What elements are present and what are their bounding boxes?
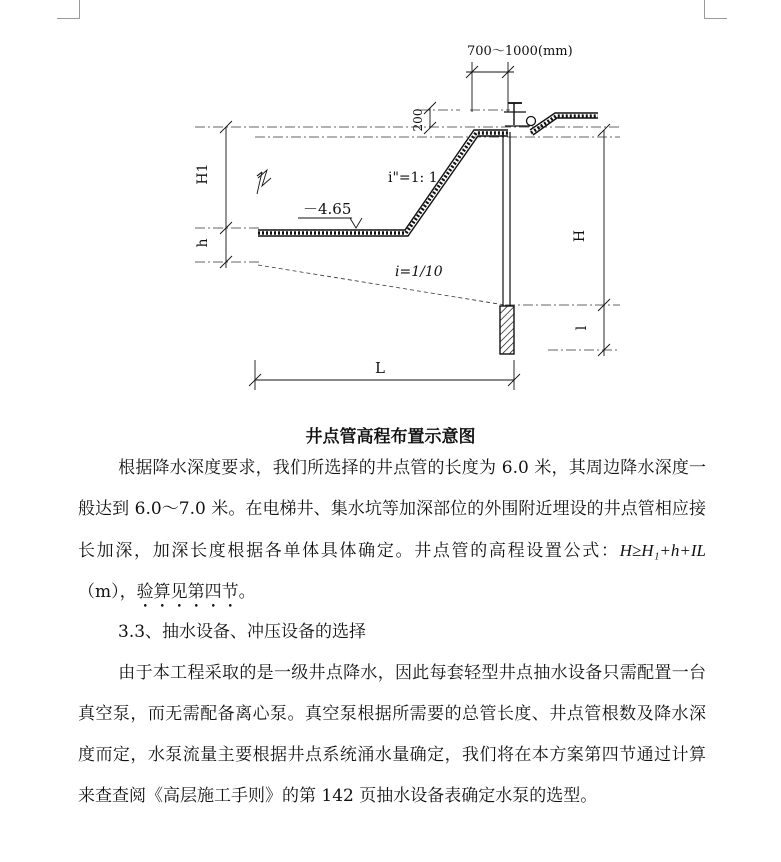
section-heading-3-3: [78, 612, 706, 653]
section-heading-text: 3.3、抽水设备、冲压设备的选择: [118, 622, 367, 642]
label-level: －4.65: [303, 200, 352, 218]
dewatering-line: [258, 265, 505, 305]
label-l-small: l: [574, 325, 590, 331]
wellpoint-elevation-diagram: [0, 0, 781, 420]
paragraph-well-depth-text: 根据降水深度要求，我们所选择的井点管的长度为 6.0 米，其周边降水深度一般达到 6.0～7.0 米。在电梯井、集水坑等加深部位的外围附近埋设的井点管相应接长加深，加深长度根据各单体具体确定。井点管的高程设置公式：: [78, 458, 706, 561]
sentence-end: 。: [238, 582, 256, 602]
section-reference: 验算见第四节: [136, 582, 239, 602]
label-h1: H1: [195, 163, 211, 185]
elevation-formula: H≥H₁+h+IL: [619, 541, 706, 560]
well-point-pipe: [500, 103, 536, 354]
paragraph-pump-selection: [78, 653, 706, 817]
figure-caption: 井点管高程布置示意图: [305, 427, 476, 447]
paragraph-pump-selection-text: 由于本工程采取的是一级井点降水，因此每套轻型井点抽水设备只需配置一台真空泵，而无需配备离心泵。真空泵根据所需要的总管长度、井点管根数及降水深度而定，水泵流量主要根据井点系统涌水量确定，我们将在本方案第四节通过计算来查查阅《高层施工手则》的第 142 页抽水设备表确定水泵的选型。: [78, 663, 706, 806]
label-h-small: h: [195, 238, 211, 248]
label-h-big: H: [572, 229, 588, 243]
paragraph-well-depth: [78, 448, 706, 613]
label-width-range: 700～1000(mm): [467, 44, 573, 59]
label-slope-lower: i=1/10: [395, 264, 443, 280]
label-slope-upper: i"=1: 1: [388, 170, 438, 186]
label-l-big: L: [375, 359, 385, 377]
formula-unit: （m），: [78, 582, 137, 602]
label-200: 200: [411, 108, 425, 132]
